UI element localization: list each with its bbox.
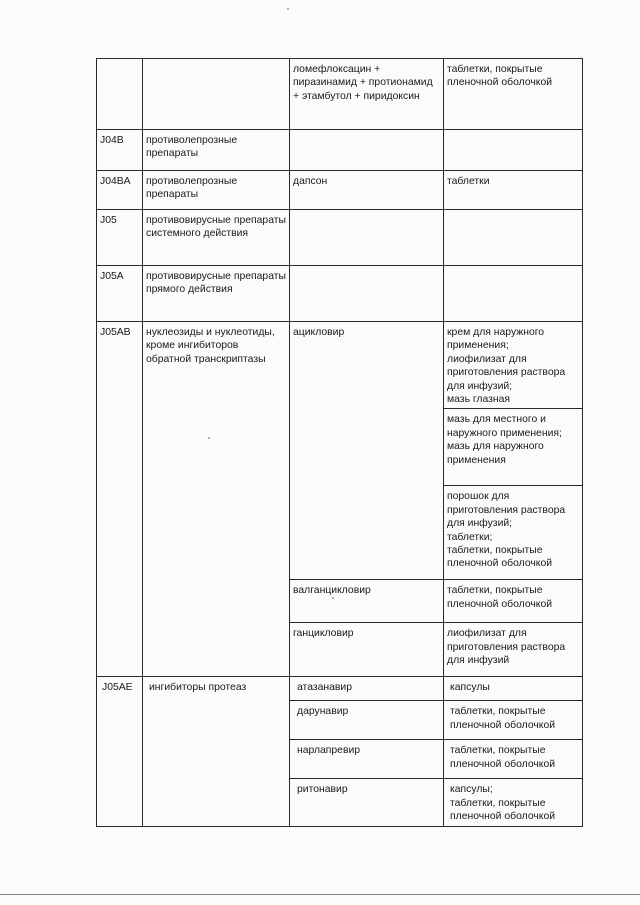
- atc-group-cell: нуклеозиды и нуклеотиды, кроме ингибиторов обратной транскриптазы: [143, 322, 290, 677]
- table-row: [97, 210, 583, 266]
- drug-name-cell: дарунавир: [290, 701, 444, 740]
- dosage-form-line: капсулы;: [450, 784, 493, 796]
- medicines-table: [96, 58, 583, 827]
- dosage-forms-cell: [444, 322, 583, 409]
- dosage-forms-cell: [444, 677, 583, 701]
- drug-name-cell: ломефлоксацин + пиразинамид + протионамид + этамбутол + пиридоксин: [290, 59, 444, 130]
- drug-name-cell: [290, 130, 444, 171]
- dosage-forms-cell: [444, 486, 583, 580]
- drug-name-cell: атазанавир: [290, 677, 444, 701]
- dosage-forms-cell: [444, 59, 583, 130]
- atc-code-cell: J04BA: [97, 171, 143, 210]
- page-bottom-edge: [0, 894, 640, 895]
- dosage-forms-cell: [444, 580, 583, 623]
- dosage-form-line: мазь для наружного применения: [447, 441, 544, 466]
- dosage-form-line: мазь для местного и наружного применения;: [447, 414, 562, 439]
- atc-group-cell: противолепрозные препараты: [143, 171, 290, 210]
- table-row: [97, 171, 583, 210]
- scan-speck: [287, 8, 289, 10]
- atc-code-cell: J05AE: [97, 677, 143, 826]
- drug-name-cell: ритонавир: [290, 779, 444, 826]
- dosage-form-line: таблетки, покрытые пленочной оболочкой: [447, 545, 553, 570]
- dosage-forms-cell: [444, 210, 583, 266]
- dosage-forms-cell: [444, 701, 583, 740]
- atc-group-cell: противовирусные препараты системного действия: [143, 210, 290, 266]
- atc-group-cell: противовирусные препараты прямого действия: [143, 266, 290, 322]
- drug-name-cell: ганцикловир: [290, 623, 444, 677]
- atc-code-cell: J05AB: [97, 322, 143, 677]
- dosage-forms-cell: [444, 266, 583, 322]
- dosage-form-line: таблетки, покрытые пленочной оболочкой: [447, 585, 553, 610]
- table-row: [97, 130, 583, 171]
- dosage-form-line: порошок для приготовления раствора для инфузий;: [447, 491, 566, 530]
- atc-code-cell: J05: [97, 210, 143, 266]
- scan-speck: [208, 437, 210, 439]
- atc-group-cell: противолепрозные препараты: [143, 130, 290, 171]
- atc-code-cell: [97, 59, 143, 130]
- dosage-form-line: таблетки;: [447, 531, 493, 543]
- drug-name-cell: валганцикловир: [290, 580, 444, 623]
- drug-name-cell: [290, 266, 444, 322]
- atc-group-cell: [143, 59, 290, 130]
- atc-group-cell: ингибиторы протеаз: [143, 677, 290, 826]
- table-row: [97, 322, 583, 409]
- dosage-forms-cell: [444, 623, 583, 677]
- drug-name-cell: ацикловир: [290, 322, 444, 580]
- dosage-form-line: лиофилизат для приготовления раствора для инфузий: [447, 628, 566, 667]
- drug-name-cell: нарлапревир: [290, 740, 444, 779]
- dosage-form-line: таблетки, покрытые пленочной оболочкой: [447, 64, 553, 89]
- dosage-forms-cell: [444, 779, 583, 826]
- dosage-form-line: таблетки: [447, 176, 490, 187]
- drug-name-cell: дапсон: [290, 171, 444, 210]
- table-row: [97, 266, 583, 322]
- atc-code-cell: J04B: [97, 130, 143, 171]
- dosage-form-line: таблетки, покрытые пленочной оболочкой: [450, 797, 556, 823]
- table-row: [97, 677, 583, 701]
- drug-name-cell: [290, 210, 444, 266]
- dosage-forms-cell: [444, 130, 583, 171]
- scan-speck: [332, 597, 334, 599]
- dosage-form-line: мазь глазная: [447, 394, 511, 406]
- atc-code-cell: J05A: [97, 266, 143, 322]
- dosage-form-line: крем для наружного применения;: [447, 327, 545, 352]
- dosage-forms-cell: [444, 171, 583, 210]
- dosage-forms-cell: [444, 409, 583, 486]
- table-row: [97, 59, 583, 130]
- medicines-table-body: [97, 59, 583, 827]
- dosage-form-line: таблетки, покрытые пленочной оболочкой: [450, 745, 556, 770]
- dosage-form-line: таблетки, покрытые пленочной оболочкой: [450, 706, 556, 731]
- dosage-form-line: капсулы: [450, 682, 490, 694]
- dosage-form-line: лиофилизат для приготовления раствора для инфузий;: [447, 353, 566, 392]
- dosage-forms-cell: [444, 740, 583, 779]
